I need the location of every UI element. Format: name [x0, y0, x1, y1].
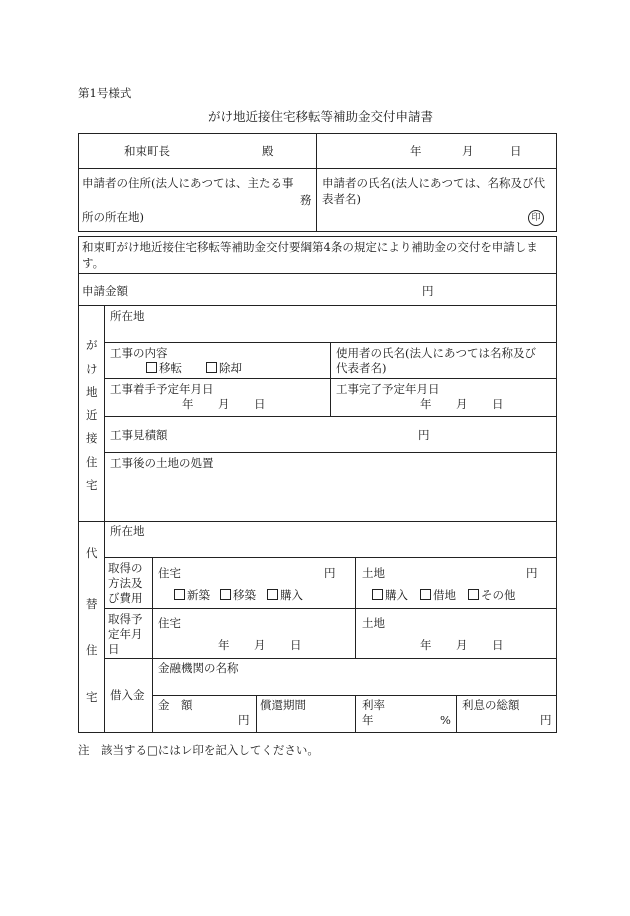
- daitai-location-label: 所在地: [110, 524, 145, 538]
- end-month: 月: [456, 397, 468, 411]
- section-divider: [78, 521, 557, 522]
- gake-label-2: け: [86, 362, 98, 376]
- bank-name-label: 金融機関の名称: [158, 661, 239, 675]
- divider: [355, 695, 356, 733]
- form-number: 第1号様式: [78, 86, 132, 100]
- daitai-label-3: 住: [86, 643, 98, 657]
- daitai-label-2: 替: [86, 597, 98, 611]
- house-cost-unit: 円: [324, 566, 336, 580]
- acq-date-label-3: 日: [108, 642, 120, 656]
- gake-label-3: 地: [86, 385, 98, 399]
- total-interest-label: 利息の総額: [462, 698, 520, 712]
- acq-method-label-2: 方法及: [108, 576, 143, 590]
- relocation-checkbox[interactable]: [146, 362, 157, 373]
- estimate-label: 工事見積額: [110, 428, 168, 442]
- acq-house-year: 年: [218, 638, 230, 652]
- purchase-land-label: 購入: [385, 588, 408, 602]
- acq-date-label-2: 定年月: [108, 627, 143, 641]
- gake-location-label: 所在地: [110, 309, 145, 323]
- relocate-build-label: 移築: [233, 588, 256, 602]
- divider: [104, 658, 557, 659]
- divider: [152, 557, 153, 733]
- relocation-label: 移転: [159, 361, 182, 375]
- new-build-checkbox[interactable]: [174, 589, 185, 600]
- acq-method-label: 取得の: [108, 561, 143, 575]
- acq-land-month: 月: [456, 638, 468, 652]
- footnote: 注 該当する□にはレ印を記入してください。: [78, 743, 319, 757]
- user-name-label-cont: 代表者名): [336, 361, 387, 375]
- end-day: 日: [492, 397, 504, 411]
- divider: [104, 452, 557, 453]
- applicant-address-label-end: 所の所在地): [82, 210, 144, 224]
- gake-label-1: が: [86, 338, 98, 352]
- applicant-name-label: 申請者の氏名(法人にあつては、名称及び代: [322, 176, 545, 190]
- divider: [104, 378, 557, 379]
- applicant-name-label-cont: 表者名): [322, 192, 361, 206]
- statement-text: 和束町がけ地近接住宅移転等補助金交付要綱第4条の規定により補助金の交付を申請しま: [82, 240, 538, 254]
- amount-label: 申請金額: [82, 284, 128, 298]
- acq-land-day: 日: [492, 638, 504, 652]
- applicant-address-label: 申請者の住所(法人にあつては、主たる事: [82, 176, 294, 190]
- header-month: 月: [462, 144, 474, 158]
- gake-label-4: 近: [86, 408, 98, 422]
- purchase-house-checkbox[interactable]: [267, 589, 278, 600]
- divider: [104, 608, 557, 609]
- work-content-label: 工事の内容: [110, 346, 168, 360]
- acq-land-label: 土地: [362, 616, 385, 630]
- acq-house-label: 住宅: [158, 616, 181, 630]
- applicant-address-label-cont: 務: [300, 193, 312, 207]
- rate-year: 年: [362, 713, 374, 727]
- new-build-label: 新築: [187, 588, 210, 602]
- gake-label-6: 住: [86, 455, 98, 469]
- divider: [456, 695, 457, 733]
- divider: [316, 133, 317, 232]
- end-date-label: 工事完了予定年月日: [336, 382, 440, 396]
- lease-land-label: 借地: [433, 588, 456, 602]
- purchase-house-label: 購入: [280, 588, 303, 602]
- statement-text-cont: す。: [82, 256, 105, 270]
- rate-label: 利率: [362, 698, 385, 712]
- divider: [256, 695, 257, 733]
- divider: [104, 305, 105, 733]
- start-month: 月: [218, 397, 230, 411]
- acq-date-label: 取得予: [108, 612, 143, 626]
- daitai-label-1: 代: [86, 546, 98, 560]
- header-day: 日: [510, 144, 522, 158]
- page-title: がけ地近接住宅移転等補助金交付申請書: [208, 109, 434, 124]
- land-cost-unit: 円: [526, 566, 538, 580]
- other-land-checkbox[interactable]: [468, 589, 479, 600]
- divider: [78, 168, 557, 169]
- demolition-checkbox[interactable]: [206, 362, 217, 373]
- daitai-label-4: 宅: [86, 690, 98, 704]
- loan-amount-label: 金 額: [158, 698, 193, 712]
- acq-house-day: 日: [290, 638, 302, 652]
- estimate-unit: 円: [418, 428, 430, 442]
- amount-unit: 円: [422, 284, 434, 298]
- acq-house-month: 月: [254, 638, 266, 652]
- header-year: 年: [410, 144, 422, 158]
- rate-percent: %: [440, 713, 451, 727]
- divider: [104, 416, 557, 417]
- other-land-label: その他: [481, 588, 516, 602]
- start-date-label: 工事着手予定年月日: [110, 382, 214, 396]
- total-interest-unit: 円: [540, 713, 552, 727]
- start-day: 日: [254, 397, 266, 411]
- divider: [78, 273, 557, 274]
- honorific: 殿: [262, 144, 274, 158]
- divider: [104, 557, 557, 558]
- end-year: 年: [420, 397, 432, 411]
- start-year: 年: [182, 397, 194, 411]
- relocate-build-checkbox[interactable]: [220, 589, 231, 600]
- repay-period-label: 償還期間: [260, 698, 306, 712]
- land-disposal-label: 工事後の土地の処置: [110, 456, 214, 470]
- loan-label: 借入金: [110, 688, 145, 702]
- gake-label-7: 宅: [86, 478, 98, 492]
- purchase-land-checkbox[interactable]: [372, 589, 383, 600]
- land-label: 土地: [362, 566, 385, 580]
- demolition-label: 除却: [219, 361, 242, 375]
- acq-method-label-3: び費用: [108, 591, 143, 605]
- house-label: 住宅: [158, 566, 181, 580]
- gake-label-5: 接: [86, 431, 98, 445]
- seal-mark: 印: [528, 210, 544, 226]
- user-name-label: 使用者の氏名(法人にあつては名称及び: [336, 346, 536, 360]
- loan-amount-unit: 円: [238, 713, 250, 727]
- divider: [330, 342, 331, 416]
- acq-land-year: 年: [420, 638, 432, 652]
- lease-land-checkbox[interactable]: [420, 589, 431, 600]
- addressee: 和束町長: [124, 144, 170, 158]
- divider: [78, 305, 557, 306]
